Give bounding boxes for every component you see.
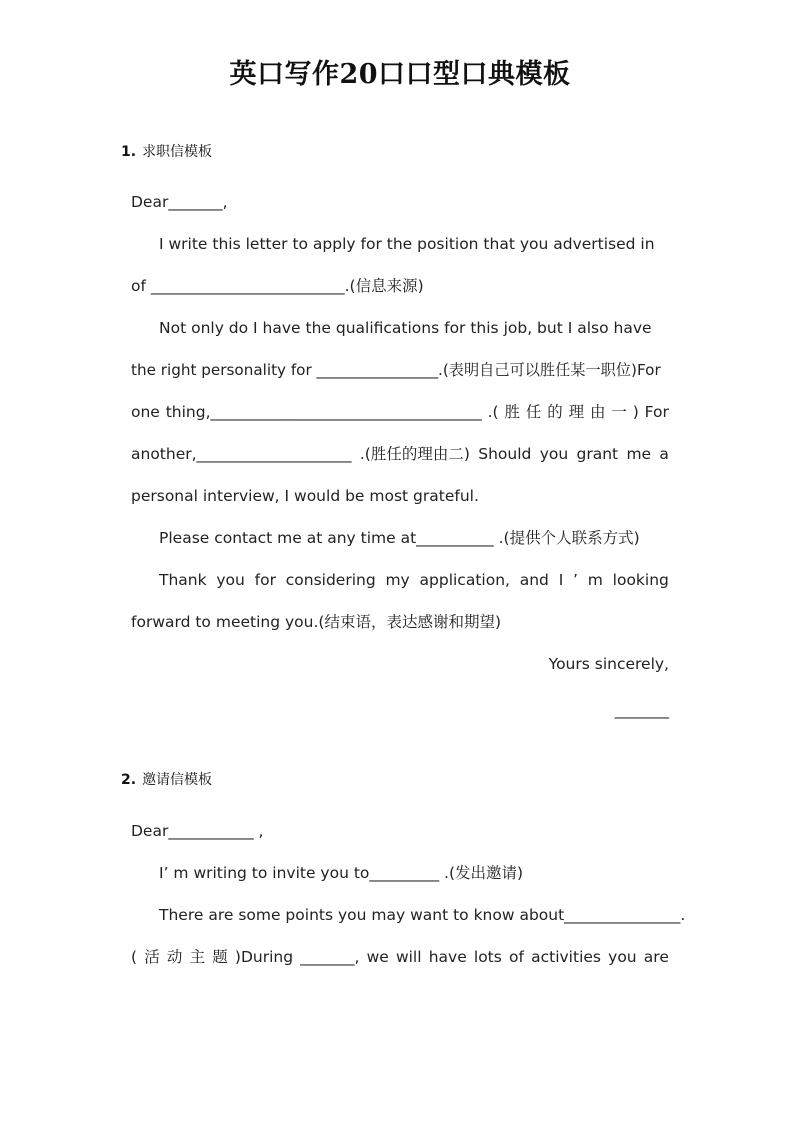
- letter-line-justified: [131, 402, 669, 422]
- letter-line: Please contact me at any time at__________ .(提供个人联系方式): [159, 529, 640, 547]
- word: 胜: [504, 403, 520, 421]
- word: of: [509, 948, 524, 966]
- word: 动: [166, 948, 183, 966]
- word: 的: [547, 403, 563, 421]
- word: one: [131, 403, 160, 421]
- word: application,: [419, 571, 510, 589]
- word: a: [659, 445, 669, 463]
- letter-line: forward to meeting you.(结束语，表达感谢和期望): [131, 613, 501, 631]
- word: 理: [568, 403, 585, 421]
- word: we: [366, 948, 389, 966]
- word: .(胜任的理由二): [359, 445, 470, 463]
- letter-line: I’ m writing to invite you to_________ .(发出邀请): [159, 864, 524, 882]
- word: are: [643, 948, 669, 966]
- closing-line: Yours sincerely,: [548, 655, 669, 673]
- section-heading-2: [121, 769, 212, 789]
- word: Should: [478, 445, 532, 463]
- word: 任: [525, 403, 542, 421]
- section-title: 求职信模板: [142, 144, 213, 160]
- word: m: [587, 571, 603, 589]
- word: )During: [234, 948, 294, 966]
- letter-line: of _________________________.(信息来源): [131, 277, 424, 295]
- word: ’: [573, 571, 578, 589]
- letter-line: Dear_______,: [131, 193, 228, 211]
- word: my: [385, 571, 410, 589]
- word: For: [644, 403, 669, 421]
- signature-line: _______: [614, 701, 669, 719]
- word: will: [395, 948, 422, 966]
- word: ): [632, 403, 639, 421]
- letter-line: I write this letter to apply for the position that you advertised in: [159, 235, 655, 253]
- letter-line: the right personality for ________________.(表明自己可以胜任某一职位)For: [131, 361, 661, 379]
- word: for: [254, 571, 276, 589]
- word: Thank: [159, 571, 207, 589]
- letter-line: personal interview, I would be most grateful.: [131, 487, 479, 505]
- word: you: [539, 445, 569, 463]
- word: have: [428, 948, 467, 966]
- letter-line-justified: [131, 444, 669, 464]
- word: me: [626, 445, 652, 463]
- word: I: [558, 571, 564, 589]
- page-title: 英口写作20口口型口典模板: [229, 59, 571, 90]
- word: 主: [189, 948, 206, 966]
- letter-line: Dear___________ ,: [131, 822, 264, 840]
- letter-line-justified: [159, 570, 669, 590]
- section-title: 邀请信模板: [142, 772, 213, 788]
- word: and: [519, 571, 549, 589]
- section-number: 1.: [121, 144, 137, 160]
- word: _______,: [300, 948, 360, 966]
- word: considering: [285, 571, 376, 589]
- word: you: [216, 571, 245, 589]
- word: activities: [531, 948, 601, 966]
- word: another,____________________: [131, 445, 352, 463]
- letter-line: Not only do I have the qualifications for this job, but I also have: [159, 319, 652, 337]
- word: 一: [611, 403, 627, 421]
- word: lots: [473, 948, 502, 966]
- word: .(: [487, 403, 499, 421]
- section-number: 2.: [121, 772, 137, 788]
- letter-line-justified: [131, 947, 669, 967]
- word: thing,___________________________________: [165, 403, 482, 421]
- word: looking: [612, 571, 669, 589]
- word: 由: [589, 403, 606, 421]
- letter-line: There are some points you may want to know about_______________.: [159, 906, 686, 924]
- word: 活: [144, 948, 160, 966]
- word: 题: [212, 948, 228, 966]
- word: you: [608, 948, 637, 966]
- section-heading-1: [121, 141, 212, 161]
- word: (: [131, 948, 138, 966]
- word: grant: [576, 445, 619, 463]
